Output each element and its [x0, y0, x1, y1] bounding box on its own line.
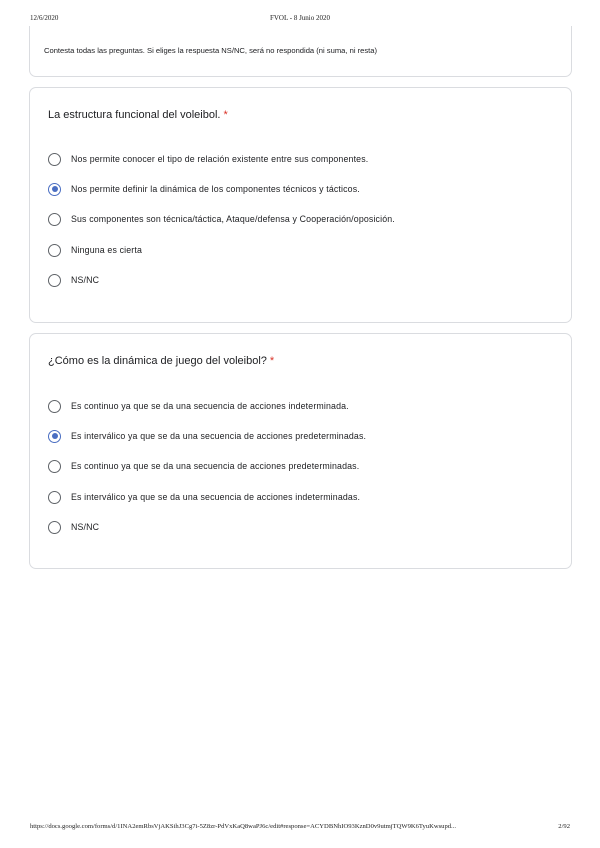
radio-option-label[interactable]: Es interválico ya que se da una secuencia de acciones indeterminadas. [71, 492, 361, 502]
radio-option[interactable] [48, 458, 359, 474]
radio-option-label[interactable]: NS/NC [71, 275, 100, 285]
radio-option[interactable] [48, 242, 142, 258]
radio-option[interactable] [48, 489, 360, 505]
radio-option-label[interactable]: Sus componentes son técnica/táctica, Ataque/defensa y Cooperación/oposición. [71, 214, 395, 224]
print-title: FVOL - 8 Junio 2020 [269, 14, 331, 22]
radio-option-label[interactable]: Es continuo ya que se da una secuencia de acciones indeterminada. [71, 401, 349, 411]
radio-unchecked-icon[interactable] [48, 521, 61, 534]
radio-unchecked-icon[interactable] [48, 460, 61, 473]
question-title [48, 109, 228, 121]
radio-option[interactable] [48, 398, 349, 414]
radio-unchecked-icon[interactable] [48, 491, 61, 504]
print-url: https://docs.google.com/forms/d/1INA2emRbsVjAKSihJ3Cg7i-5Z8zr-PdVxKaQ8waPJ6c/edit#response=ACYDBNhIO93KznD0v9utmjTQW9K6TyuKwsupd... [30, 823, 457, 830]
radio-unchecked-icon[interactable] [48, 400, 61, 413]
radio-option[interactable] [48, 151, 368, 167]
radio-option-label[interactable]: Es interválico ya que se da una secuencia de acciones predeterminadas. [71, 431, 367, 441]
radio-unchecked-icon[interactable] [48, 213, 61, 226]
radio-option-label[interactable]: Es continuo ya que se da una secuencia de acciones predeterminadas. [71, 461, 360, 471]
page-number: 2/92 [558, 823, 570, 830]
question-card-1 [29, 87, 572, 323]
radio-unchecked-icon[interactable] [48, 274, 61, 287]
question-title [48, 355, 274, 367]
radio-option[interactable] [48, 211, 395, 227]
radio-checked-icon[interactable] [48, 183, 61, 196]
radio-option[interactable] [48, 519, 99, 535]
radio-checked-icon[interactable] [48, 430, 61, 443]
radio-option-label[interactable]: Nos permite conocer el tipo de relación existente entre sus componentes. [71, 154, 369, 164]
form-description-card [29, 26, 572, 77]
radio-unchecked-icon[interactable] [48, 244, 61, 257]
radio-option[interactable] [48, 181, 360, 197]
question-title-text: ¿Cómo es la dinámica de juego del voleibol? [48, 355, 267, 367]
form-description: Contesta todas las preguntas. Si eliges la respuesta NS/NC, será no respondida (ni suma, ni resta) [44, 46, 378, 55]
radio-option-label[interactable]: Ninguna es cierta [71, 245, 143, 255]
print-date: 12/6/2020 [30, 14, 59, 22]
question-title-text: La estructura funcional del voleibol. [48, 109, 221, 121]
radio-option[interactable] [48, 428, 366, 444]
radio-option[interactable] [48, 272, 99, 288]
radio-unchecked-icon[interactable] [48, 153, 61, 166]
radio-option-label[interactable]: NS/NC [71, 522, 100, 532]
question-card-2 [29, 333, 572, 569]
required-asterisk: * [269, 355, 275, 367]
required-asterisk: * [223, 109, 228, 121]
radio-option-label[interactable]: Nos permite definir la dinámica de los componentes técnicos y tácticos. [71, 184, 360, 194]
print-header [30, 14, 570, 26]
